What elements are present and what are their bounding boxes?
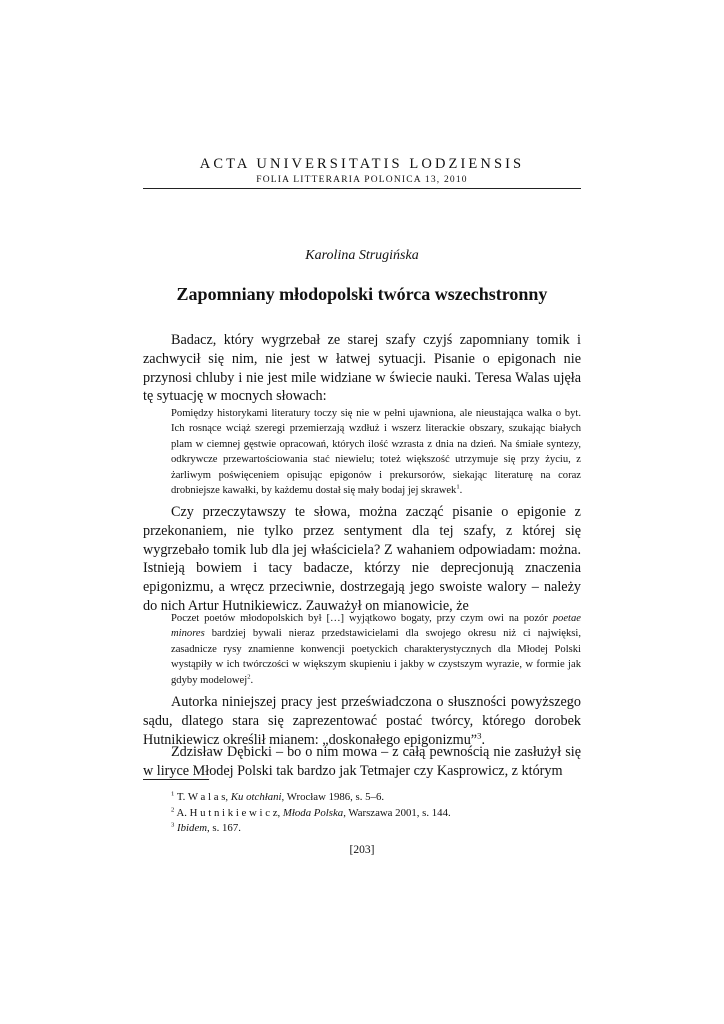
- paragraph-3: [143, 693, 581, 749]
- block-quote-2-text-b: bardziej bywali nieraz przedstawicielami dla swojego okresu niż ci najwięksi, zasadnicze rysy znamienne konwencji poetyckich charakterystycznych dla Młodej Polski wystąpiły w ich twórczości w większym skupieniu i jakby w czystszym wyrazie, w formie jak gdyby modelowej: [171, 628, 581, 686]
- journal-title: ACTA UNIVERSITATIS LODZIENSIS: [199, 156, 525, 172]
- paragraph-3-end: .: [481, 731, 486, 748]
- footnote-2-work: Młoda Polska: [282, 806, 344, 819]
- footnotes: [171, 790, 581, 837]
- block-quote-1: [171, 406, 581, 498]
- journal-series: FOLIA LITTERARIA POLONICA 13, 2010: [256, 175, 468, 185]
- footnote-3-rest: , s. 167.: [207, 822, 241, 834]
- footnote-separator: [143, 779, 209, 780]
- block-quote-1-end: .: [459, 485, 463, 497]
- footnote-2-number: 2: [171, 805, 175, 813]
- paragraph-4: Zdzisław Dębicki – bo o nim mowa – z całą pewnością nie zasłużył się w liryce Młodej Polski tak bardzo jak Tetmajer czy Kasprowicz, z którym: [143, 744, 581, 779]
- footnote-1-work: Ku otchłani: [230, 791, 282, 803]
- footnote-3-number: 3: [171, 821, 175, 829]
- block-quote-2-italic: poetae minores: [171, 613, 581, 640]
- footnote-1-author: T. W a l a s,: [176, 791, 231, 803]
- block-quote-2: [171, 611, 581, 688]
- block-quote-2-end: .: [250, 674, 254, 686]
- article-author: Karolina Strugińska: [305, 248, 419, 263]
- paragraph-1: Badacz, który wygrzebał ze starej szafy czyjś zapomniany tomik i zachwycił się nim, nie jest w łatwej sytuacji. Pisanie o epigonach nie przynosi chluby i nie jest mile widziane w świecie nauki. Teresa Walas ujęła tę sytuację w mocnych słowach:: [143, 332, 581, 405]
- footnote-2-author: A. H u t n i k i e w i c z,: [176, 806, 283, 819]
- footnote-3: [171, 821, 581, 837]
- block-quote-2-text-a: Poczet poetów młodopolskich był […] wyjątkowo bogaty, przy czym owi na pozór: [171, 613, 553, 624]
- footnote-3-work: Ibidem: [177, 822, 208, 834]
- block-quote-1-text: Pomiędzy historykami literatury toczy się nie w pełni ujawniona, ale nieustająca walka o byt. Ich rosnące wciąż szeregi przemierzają wzdłuż i wszerz literackie obszary, szukając białych plam w ciemnej gęstwie opracowań, których ilość wzrasta z dnia na dzień. Na śmiałe syntezy, odkrywcze przewartościowania stać niewielu; toteż większość utrzymuje się przy życiu, z żarliwym poświęceniem opisując epigonów i prekursorów, siekając literaturę na coraz drobniejsze kawałki, by każdemu dostał się mały bodaj jej skrawek: [171, 408, 581, 497]
- footnote-2: [171, 806, 581, 822]
- footnote-ref-1: 1: [456, 483, 460, 491]
- footnote-ref-3: 3: [477, 729, 482, 740]
- footnote-1: [171, 790, 581, 806]
- header-rule: [143, 188, 581, 189]
- footnote-1-rest: , Wrocław 1986, s. 5–6.: [281, 791, 385, 803]
- article-title: Zapomniany młodopolski twórca wszechstronny: [176, 284, 548, 304]
- paragraph-2: Czy przeczytawszy te słowa, można zacząć pisanie o epigonie z przekonaniem, nie tylko przez sentyment dla tej szafy, z której się wygrzebało tomik lub dla jej właściciela? Z wahaniem odpowiadam: można. Istnieją bowiem i tacy badacze, którzy nie deprecjonują znaczenia epigonizmu, a wręcz przeciwnie, dostrzegają jego swoiste walory – należy do nich Artur Hutnikiewicz. Zauważył on mianowicie, że: [143, 504, 581, 614]
- page-number: [203]: [349, 844, 375, 856]
- footnote-1-number: 1: [171, 790, 175, 798]
- paragraph-3-text: Autorka niniejszej pracy jest przeświadczona o słuszności powyższego sądu, dlatego stara się zaprezentować postać twórcy, którego dorobek Hutnikiewicz określił mianem: „doskonałego epigonizmu”: [143, 694, 581, 748]
- footnote-2-rest: , Warszawa 2001, s. 144.: [343, 806, 451, 819]
- footnote-ref-2: 2: [247, 673, 251, 681]
